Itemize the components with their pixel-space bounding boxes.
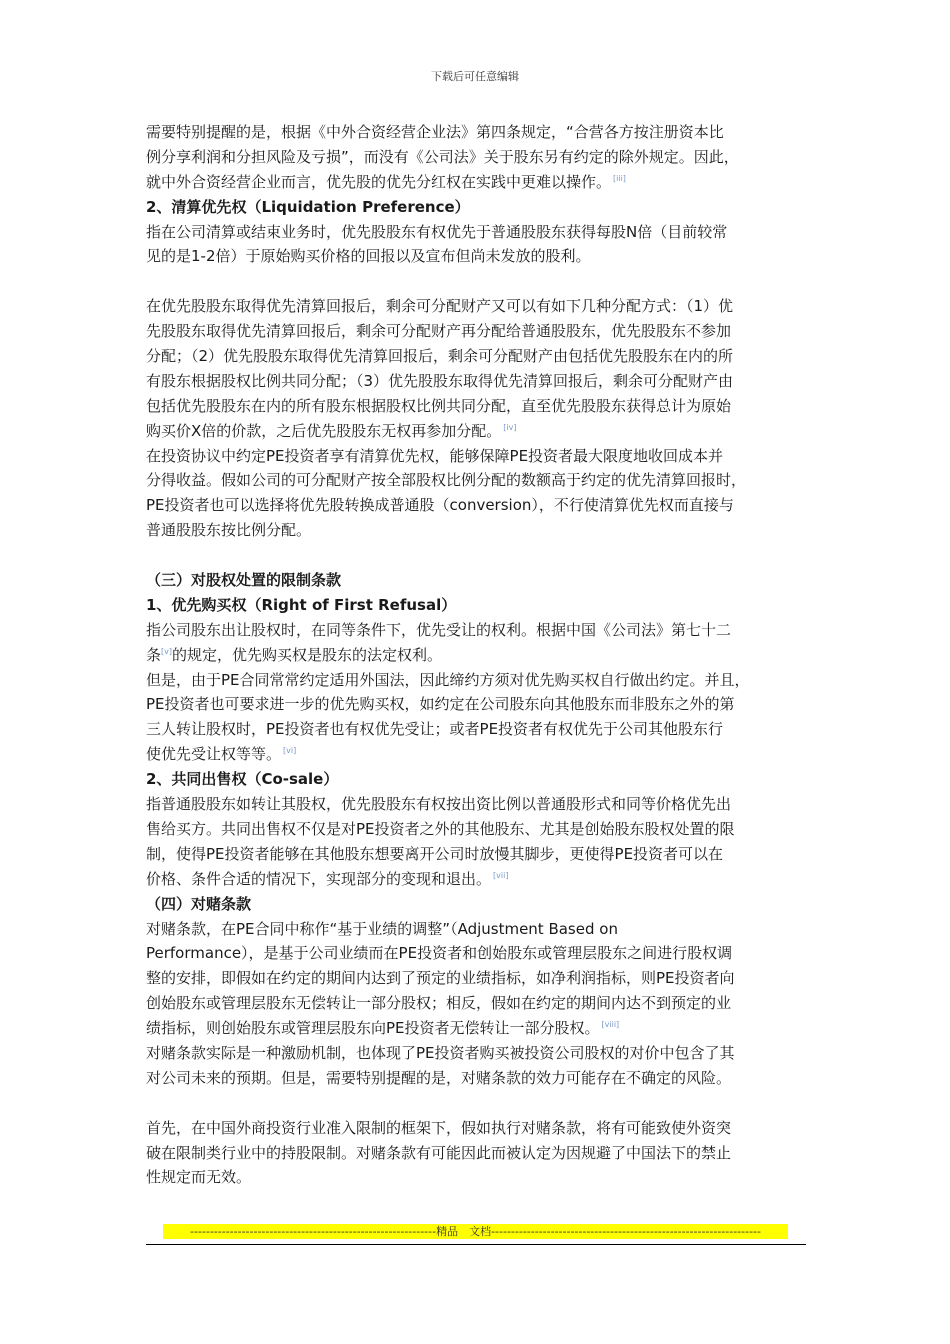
text-line [146, 792, 816, 817]
text-line [146, 742, 816, 767]
footer-banner: --------------------------------------------------------------精品 文档-------------------------------------------------------------------- [163, 1224, 788, 1239]
text-line [146, 692, 816, 717]
footnote-ref[interactable]: [v] [161, 646, 172, 656]
text-line [146, 941, 816, 966]
footer-rule [146, 1244, 806, 1245]
line-text: 对赌条款，在PE合同中称作“基于业绩的调整”（Adjustment Based on [146, 919, 618, 938]
text-line [146, 220, 816, 245]
line-text: 使优先受让权等等。 [146, 745, 282, 764]
line-text: 先股股东取得优先清算回报后，剩余可分配财产再分配给普通股股东，优先股股东不参加 [146, 322, 732, 341]
line-text: 包括优先股股东在内的所有股东根据股权比例共同分配，直至优先股股东获得总计为原始 [146, 396, 732, 415]
line-text: 就中外合资经营企业而言，优先股的优先分红权在实践中更难以操作。 [146, 172, 612, 191]
line-text: 分配；（2）优先股股东取得优先清算回报后，剩余可分配财产由包括优先股股东在内的所 [146, 347, 734, 366]
text-line [146, 867, 816, 892]
line-text: PE投资者也可要求进一步的优先购买权，如约定在公司股东向其他股东而非股东之外的第 [146, 695, 735, 714]
text-line [146, 493, 816, 518]
text-line [146, 419, 816, 444]
section-heading [146, 767, 816, 792]
line-text: 见的是1-2倍）于原始购买价格的回报以及宣布但尚未发放的股利。 [146, 247, 591, 266]
text-line [146, 817, 816, 842]
line-text: 对赌条款实际是一种激励机制，也体现了PE投资者购买被投资公司股权的对价中包含了其 [146, 1043, 735, 1062]
footnote-ref[interactable]: [viii] [601, 1020, 620, 1030]
line-text: 1、优先购买权（Right of First Refusal） [146, 595, 457, 614]
line-text: 三人转让股权时，PE投资者也有权优先受让；或者PE投资者有权优先于公司其他股东行 [146, 720, 724, 739]
text-line [146, 294, 816, 319]
line-text: PE投资者也可以选择将优先股转换成普通股（conversion），不行使清算优先权而直接与 [146, 496, 734, 515]
line-text: 但是，由于PE合同常常约定适用外国法，因此缔约方须对优先购买权自行做出约定。并且， [146, 670, 750, 689]
line-text: 制，使得PE投资者能够在其他股东想要离开公司时放慢其脚步，更使得PE投资者可以在 [146, 844, 724, 863]
document-body [146, 120, 816, 1190]
line-text: 分得收益。假如公司的可分配财产按全部股权比例分配的数额高于约定的优先清算回报时， [146, 471, 747, 490]
section-heading [146, 892, 816, 917]
text-line [146, 244, 816, 269]
line-text: 首先，在中国外商投资行业准入限制的框架下，假如执行对赌条款，将有可能致使外资突 [146, 1118, 732, 1137]
text-line [146, 120, 816, 145]
blank-line [146, 269, 816, 294]
line-text: 2、清算优先权（Liquidation Preference） [146, 197, 470, 216]
line-text: 2、共同出售权（Co-sale） [146, 770, 339, 789]
footnote-ref[interactable]: [vi] [283, 746, 297, 756]
text-line [146, 369, 816, 394]
section-heading [146, 195, 816, 220]
blank-line [146, 543, 816, 568]
line-text: 创始股东或管理层股东无偿转让一部分股权；相反，假如在约定的期间内达不到预定的业 [146, 994, 732, 1013]
line-text: （四）对赌条款 [146, 894, 252, 913]
text-line [146, 643, 816, 668]
line-text: 性规定而无效。 [146, 1168, 252, 1187]
line-text: 在投资协议中约定PE投资者享有清算优先权，能够保障PE投资者最大限度地收回成本并 [146, 446, 724, 465]
text-line [146, 170, 816, 195]
text-line [146, 842, 816, 867]
line-text: 破在限制类行业中的持股限制。对赌条款有可能因此而被认定为因规避了中国法下的禁止 [146, 1143, 732, 1162]
line-text: 整的安排，即假如在约定的期间内达到了预定的业绩指标，如净利润指标，则PE投资者向 [146, 969, 735, 988]
text-line [146, 319, 816, 344]
line-text: 条 [146, 645, 162, 664]
text-line [146, 468, 816, 493]
line-text: 对公司未来的预期。但是，需要特别提醒的是，对赌条款的效力可能存在不确定的风险。 [146, 1068, 732, 1087]
line-text: 指公司股东出让股权时，在同等条件下，优先受让的权利。根据中国《公司法》第七十二 [146, 620, 732, 639]
line-text: 售给买方。共同出售权不仅是对PE投资者之外的其他股东、尤其是创始股东股权处置的限 [146, 819, 735, 838]
text-line [146, 1016, 816, 1041]
text-line [146, 344, 816, 369]
text-line [146, 717, 816, 742]
text-line [146, 1041, 816, 1066]
line-text: 价格、条件合适的情况下，实现部分的变现和退出。 [146, 869, 492, 888]
line-text: 普通股股东按比例分配。 [146, 521, 312, 540]
footnote-ref[interactable]: [iii] [613, 173, 626, 183]
section-heading [146, 593, 816, 618]
line-text: （三）对股权处置的限制条款 [146, 571, 342, 590]
line-text: 指在公司清算或结束业务时，优先股股东有权优先于普通股股东获得每股N倍（目前较常 [146, 222, 728, 241]
text-line [146, 1066, 816, 1091]
section-heading [146, 568, 816, 593]
footnote-ref[interactable]: [iv] [503, 422, 517, 432]
text-line [146, 145, 816, 170]
text-line [146, 518, 816, 543]
blank-line [146, 1091, 816, 1116]
text-line [146, 991, 816, 1016]
page-header: 下载后可任意编辑 [431, 70, 519, 83]
footnote-ref[interactable]: [vii] [493, 870, 509, 880]
line-text: 指普通股股东如转让其股权，优先股股东有权按出资比例以普通股形式和同等价格优先出 [146, 795, 732, 814]
line-text: 例分享利润和分担风险及亏损”，而没有《公司法》关于股东另有约定的除外规定。因此， [146, 147, 739, 166]
line-text: 有股东根据股权比例共同分配；（3）优先股股东取得优先清算回报后，剩余可分配财产由 [146, 371, 734, 390]
text-line [146, 1116, 816, 1141]
text-line [146, 444, 816, 469]
text-line [146, 668, 816, 693]
text-line [146, 917, 816, 942]
line-text: Performance），是基于公司业绩而在PE投资者和创始股东或管理层股东之间进行股权调 [146, 944, 733, 963]
text-line [146, 394, 816, 419]
line-text: 需要特别提醒的是，根据《中外合资经营企业法》第四条规定，“合营各方按注册资本比 [146, 123, 724, 141]
line-text: 绩指标，则创始股东或管理层股东向PE投资者无偿转让一部分股权。 [146, 1019, 600, 1038]
line-text-continued: 的规定，优先购买权是股东的法定权利。 [172, 645, 443, 664]
text-line [146, 1141, 816, 1166]
line-text: 购买价X倍的价款，之后优先股股东无权再参加分配。 [146, 421, 502, 440]
text-line [146, 618, 816, 643]
text-line [146, 1165, 816, 1190]
text-line [146, 966, 816, 991]
line-text: 在优先股股东取得优先清算回报后，剩余可分配财产又可以有如下几种分配方式：（1）优 [146, 297, 734, 316]
